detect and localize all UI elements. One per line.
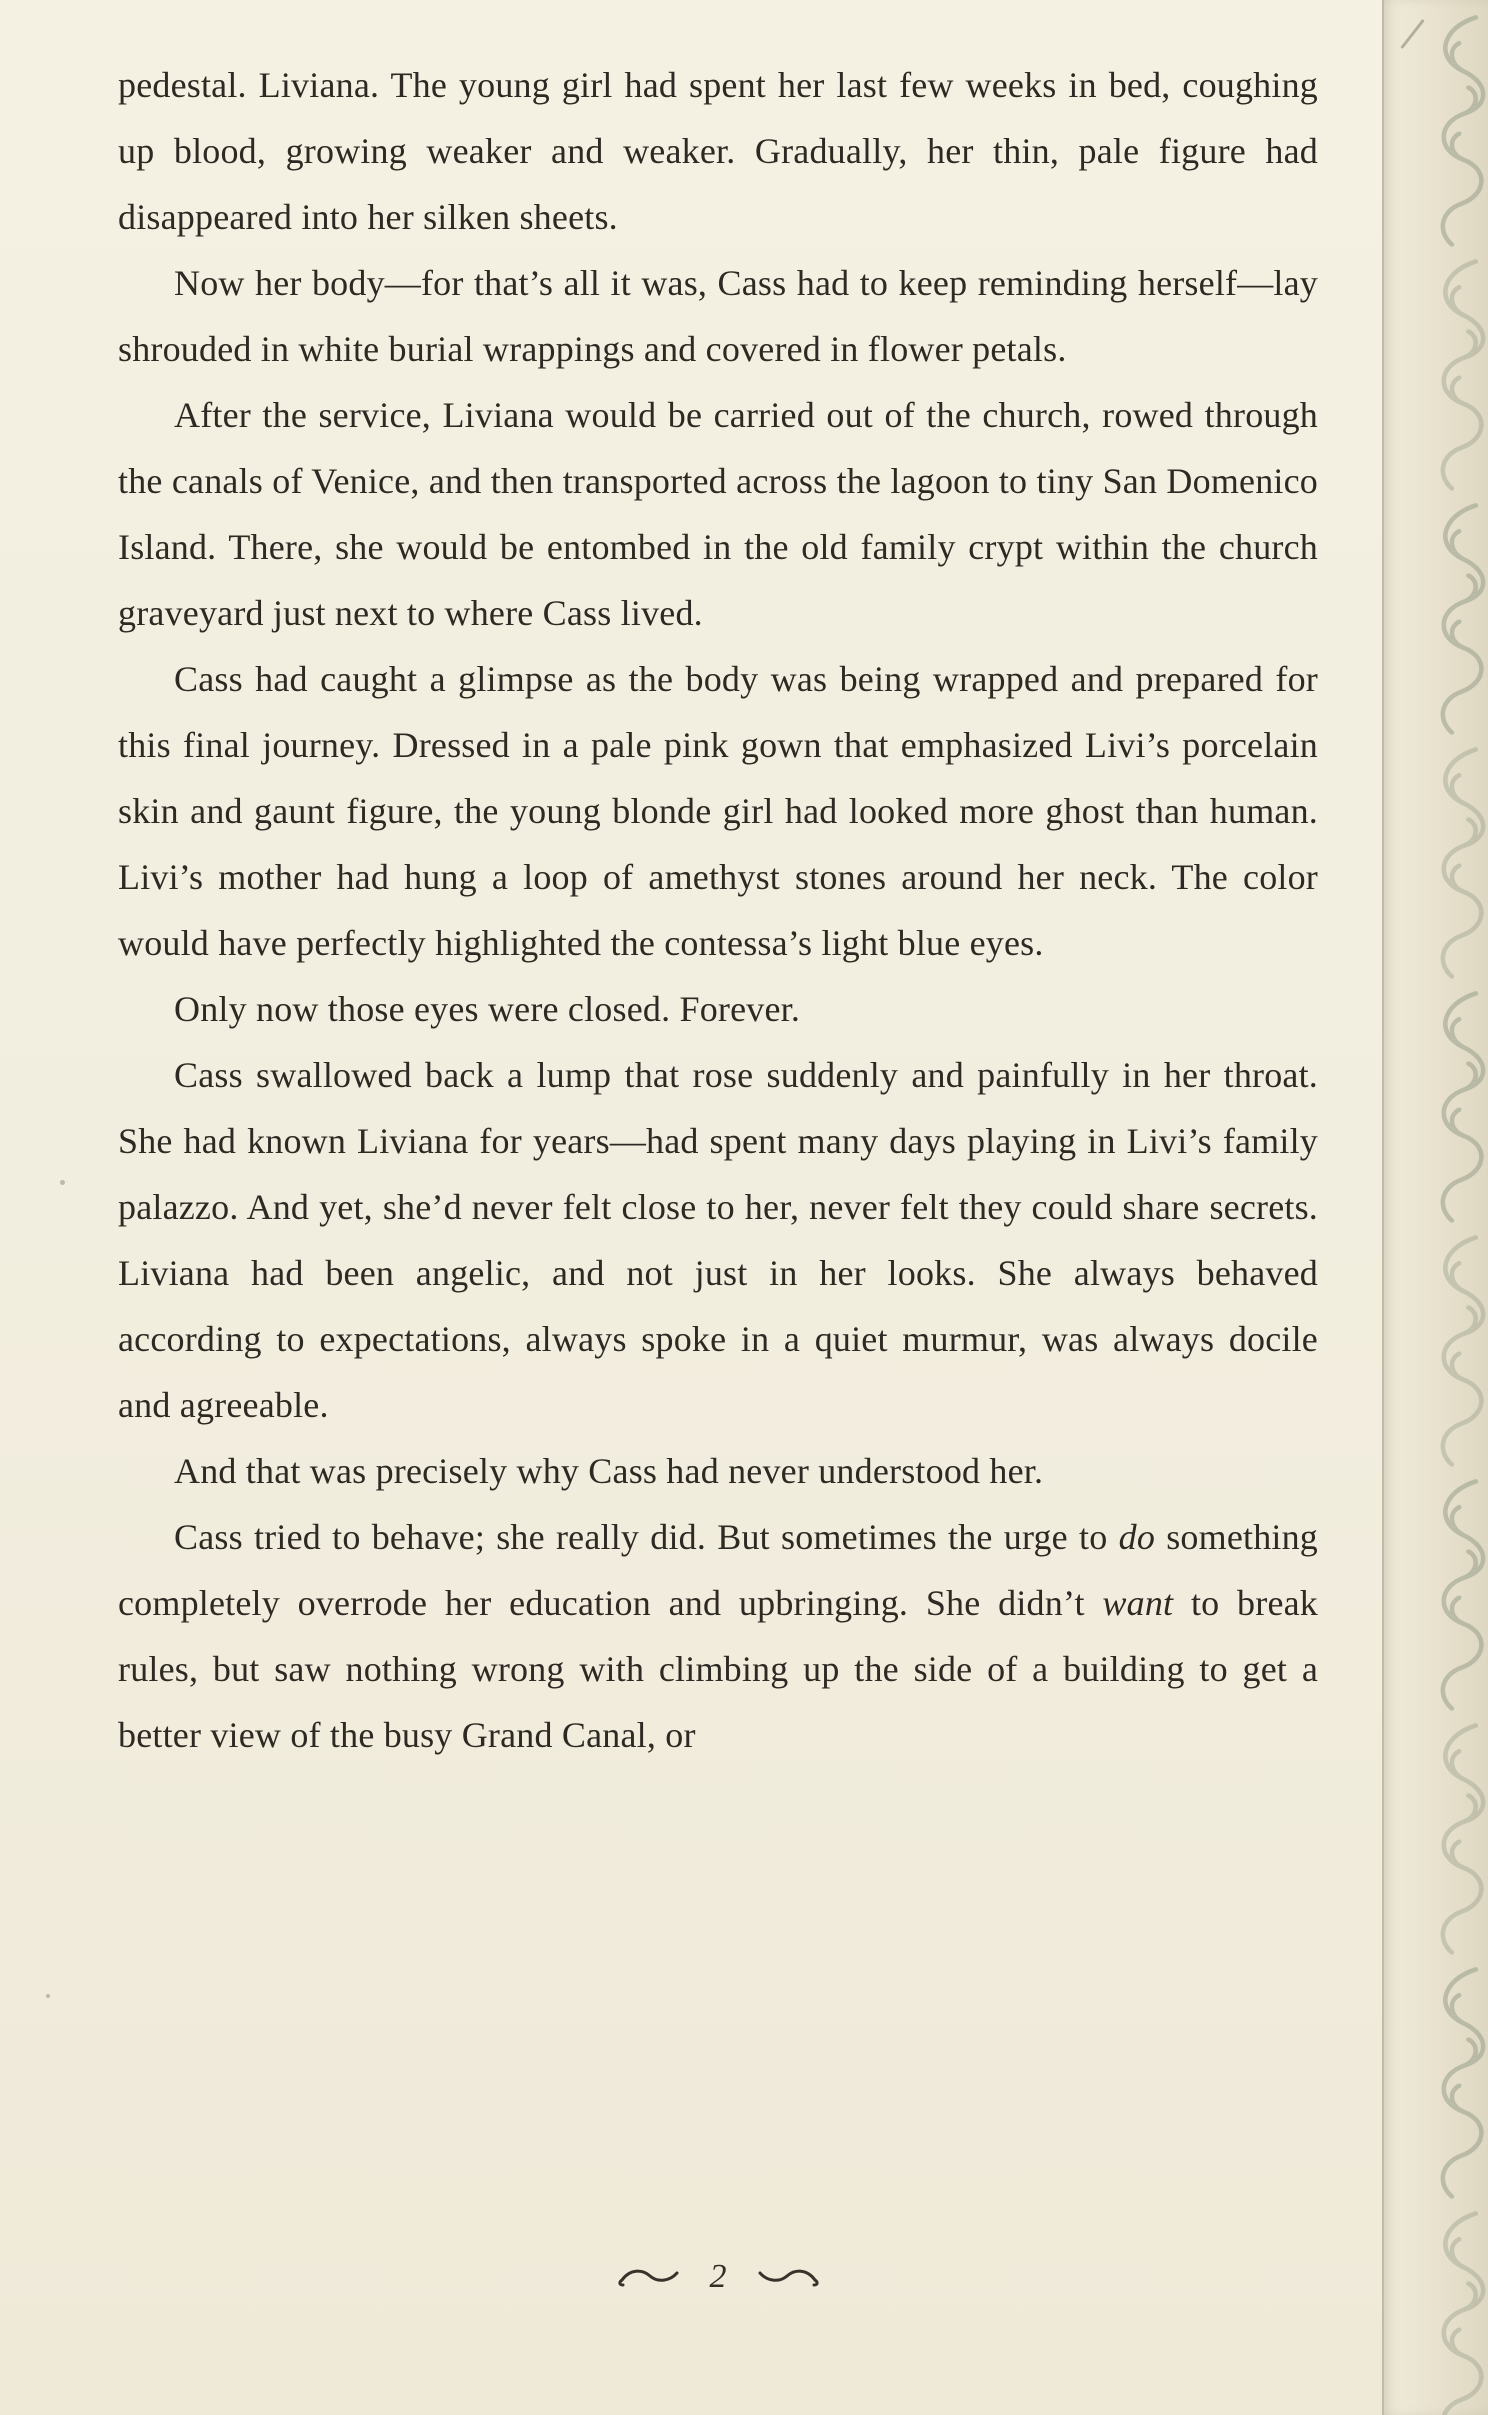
paragraph — [118, 382, 1318, 646]
text-segment: Now her body—for that’s all it was, Cass had to keep reminding herself—lay shrouded in white burial wrappings and covered in flower petals. — [118, 263, 1318, 369]
page-text — [118, 52, 1318, 1768]
paragraph — [118, 1042, 1318, 1438]
paragraph — [118, 976, 1318, 1042]
border-flourish-icon — [1400, 742, 1488, 982]
text-segment: Cass had caught a glimpse as the body was being wrapped and prepared for this final journey. Dressed in a pale pink gown that emphasized Livi’s porcelain skin and gaunt figure, the young blonde girl had looked more ghost than human. Livi’s mother had hung a loop of amethyst stones around her neck. The color would have perfectly highlighted the contessa’s light blue eyes. — [118, 659, 1318, 963]
text-segment: Cass swallowed back a lump that rose suddenly and painfully in her throat. She had known Liviana for years—had spent many days playing in Livi’s family palazzo. And yet, she’d never felt close to her, never felt they could share secrets. Liviana had been angelic, and not just in her looks. She always behaved according to expectations, always spoke in a quiet murmur, was always docile and agreeable. — [118, 1055, 1318, 1425]
paragraph — [118, 1438, 1318, 1504]
paragraph — [118, 250, 1318, 382]
paragraph — [118, 646, 1318, 976]
text-segment: Cass tried to behave; she really did. But sometimes the urge to — [174, 1517, 1119, 1557]
border-flourish-icon — [1400, 1962, 1488, 2202]
scan-speckle — [60, 1180, 65, 1185]
italic-text-segment: want — [1102, 1583, 1174, 1623]
border-flourish-icon — [1400, 1474, 1488, 1714]
paragraph — [118, 1504, 1318, 1768]
italic-text-segment: do — [1118, 1517, 1156, 1557]
footer-ornament-right-icon — [755, 2264, 821, 2290]
scan-speckle — [46, 1994, 50, 1998]
border-flourish-icon — [1400, 498, 1488, 738]
text-segment: to break rules, but saw nothing wrong with climbing up the side of a building to get a better view of the busy Grand Canal, or — [118, 1583, 1319, 1755]
text-segment: something completely overrode her education and upbringing. She didn’t — [118, 1517, 1318, 1623]
text-segment: And that was precisely why Cass had never understood her. — [174, 1451, 1044, 1491]
border-flourish-icon — [1400, 10, 1488, 250]
border-flourish-icon — [1400, 986, 1488, 1226]
footer-ornament-left-icon — [616, 2264, 682, 2290]
text-segment: pedestal. Liviana. The young girl had spent her last few weeks in bed, coughing up blood, growing weaker and weaker. Gradually, her thin, pale figure had disappeared into her silken sheets. — [118, 65, 1318, 237]
border-flourish-icon — [1400, 1230, 1488, 1470]
page-footer — [118, 2258, 1318, 2296]
page-number: 2 — [709, 2258, 727, 2295]
paragraph — [118, 52, 1318, 250]
text-segment: After the service, Liviana would be carried out of the church, rowed through the canals of Venice, and then transported across the lagoon to tiny San Domenico Island. There, she would be entombed in the old family crypt within the church graveyard just next to where Cass lived. — [118, 395, 1318, 633]
border-flourish-icon — [1400, 2206, 1488, 2415]
border-flourish-icon — [1400, 254, 1488, 494]
decorative-border — [1382, 0, 1488, 2415]
text-segment: Only now those eyes were closed. Forever. — [174, 989, 801, 1029]
border-flourish-icon — [1400, 1718, 1488, 1958]
